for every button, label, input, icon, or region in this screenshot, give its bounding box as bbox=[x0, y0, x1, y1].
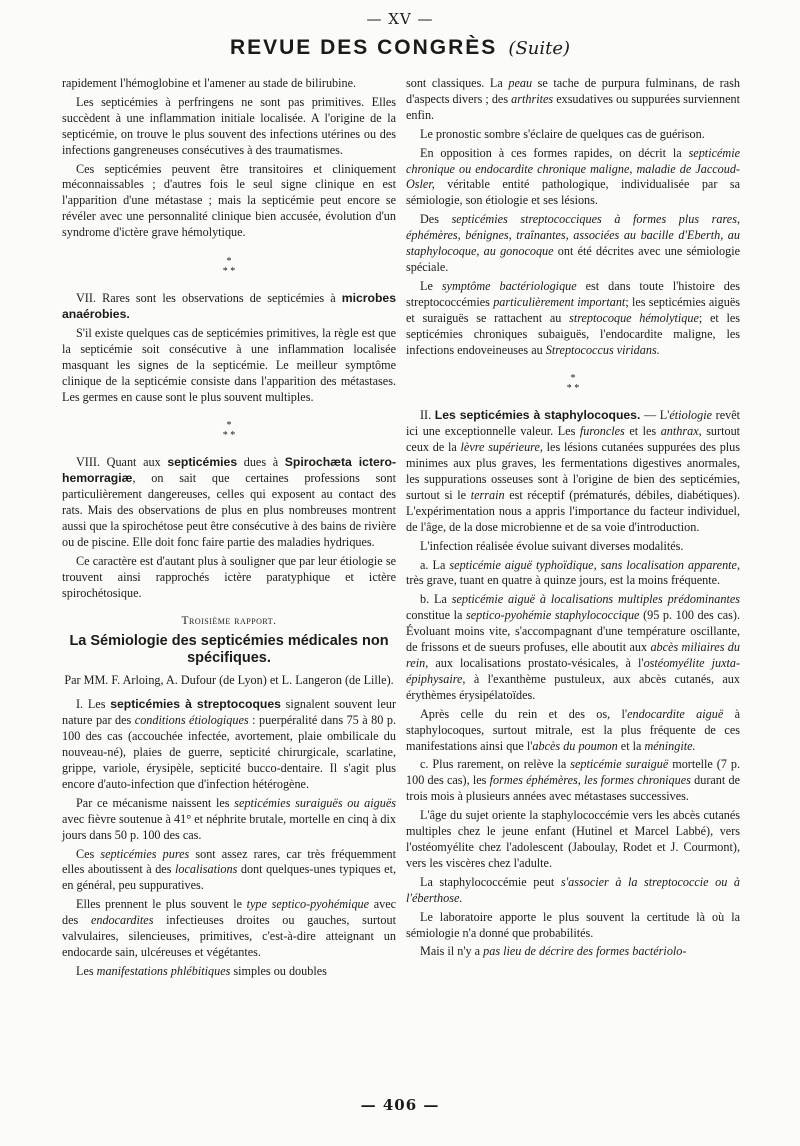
paragraph: Elles prennent le plus souvent le type septico-pyohémique avec des endocardites infectieuses droites ou gauches, surtout valvulaires, silencieuses, primitives, c'est-à-dire atteignant un endocarde sain, ulcéreuses et végétantes. bbox=[62, 897, 397, 959]
paragraph: S'il existe quelques cas de septicémies primitives, la règle est que la septicémie soit consécutive à une inflammation localisée masquant les signes de la septicémie. Le meilleur symptôme clinique de la septicémie consiste dans l'apparition des métastases. Les germes en cause sont le plus souvent multiples. bbox=[62, 325, 396, 404]
section-vii-heading: VII. Rares sont les observations de septicémies à microbes anaérobies. bbox=[62, 291, 396, 321]
paragraph: Ce caractère est d'autant plus à souligner que par leur étiologie se trouvent ainsi rapprochés ictère paratyphique et ictère spirochétosique. bbox=[62, 553, 396, 600]
page-roman-numeral: — XV — bbox=[366, 10, 434, 28]
paragraph: rapidement l'hémoglobine et l'amener au stade de bilirubine. bbox=[62, 76, 357, 90]
paragraph: Des septicémies streptococciques à formes plus rares, éphémères, bénignes, traînantes, associées au bacille d'Eberth, au staphylocoque, au gonocoque ont été décrites avec une sémiologie spéciale. bbox=[406, 212, 741, 274]
paragraph: Après celle du rein et des os, l'endocardite aiguë à staphylocoques, surtout mitrale, est la plus fréquente de ces manifestations ainsi que l'abcès du poumon et la méningite. bbox=[406, 706, 741, 753]
left-column bbox=[62, 76, 396, 983]
section-separator: * * * bbox=[566, 373, 580, 395]
paragraph: Les septicémies à perfringens ne sont pas primitives. Elles succèdent à une inflammation initiale localisée. A l'origine de la septicémie, on trouve le plus souvent des infections utérines ou des infections gangreneuses consécutives à des traumatismes. bbox=[62, 94, 396, 157]
section-separator: * * * bbox=[222, 420, 236, 442]
paragraph: Par ce mécanisme naissent les septicémies suraiguës ou aiguës avec fièvre soutenue à 41° et néphrite brutale, mortelle en cinq à dix jours dans 50 p. 100 des cas. bbox=[62, 795, 396, 842]
paragraph: Le pronostic sombre s'éclaire de quelques cas de guérison. bbox=[420, 126, 705, 141]
paragraph: Le symptôme bactériologique est dans toute l'histoire des streptococcémies particulièrement important; les septicémies aiguës et suraiguës se rattachent au streptocoque hémolytique; et les septicémies chroniques subaiguës, l'endocardite maligne, les infections endoveineuses au Streptococcus viridans. bbox=[406, 278, 741, 357]
paragraph: b. La septicémie aiguë à localisations multiples prédominantes constitue la septico-pyohémie staphylococcique (95 p. 100 des cas). Évoluant moins vite, s'accompagnant d'une température oscillante, de frissons et de sueurs profuses, elle aboutit aux abcès miliaires du rein, aux localisations prostato-vésicales, à l'ostéomyélite juxta-épiphysaire, à l'exanthème pustuleux, aux abcès cutanés, aux érythèmes érysipélatoïdes. bbox=[406, 592, 741, 702]
report-label: Troisième rapport. bbox=[181, 614, 277, 627]
term-bold: microbes anaérobies. bbox=[62, 291, 396, 321]
page-number: — 406 — bbox=[360, 1096, 440, 1114]
journal-subtitle: (Suite) bbox=[508, 38, 571, 59]
paragraph: a. La septicémie aiguë typhoïdique, sans localisation apparente, très grave, tuant en quatre à quinze jours, est la moins fréquente. bbox=[406, 557, 740, 588]
section-i-paragraph: I. Les septicémies à streptocoques signalent souvent leur nature par des conditions étiologiques : puerpéralité dans 75 à 80 p. 100 des cas (accouchée infectée, avortement, plaie ombilicale du nouveau-né), plaies de guerre, septicité chirurgicale, scarlatine, grippe, variole, érysipèle, septicité bucco-dentaire. Il s'agit plus encore d'auto-infection que d'infection hétérogène. bbox=[62, 697, 397, 791]
paragraph: En opposition à ces formes rapides, on décrit la septicémie chronique ou endocardite chronique maligne, maladie de Jaccoud-Osler, véritable entité pathologique, individualisée par sa sémiologie, son étiologie et ses lésions. bbox=[406, 145, 741, 208]
paragraph: Le laboratoire apporte le plus souvent la certitude là où la sémiologie n'a donné que probabilités. bbox=[406, 909, 740, 940]
paragraph: sont classiques. La peau se tache de purpura fulminans, de rash d'aspects divers ; des arthrites exsudatives ou suppurées surviennent enfin. bbox=[406, 76, 741, 122]
section-separator: * * * bbox=[222, 256, 236, 278]
right-column bbox=[406, 76, 740, 963]
paragraph: Mais il n'y a pas lieu de décrire des formes bactériolo- bbox=[420, 944, 687, 959]
paragraph: c. Plus rarement, on relève la septicémie suraiguë mortelle (7 p. 100 des cas), les formes éphémères, les formes chroniques durant de trois mois à plusieurs années avec métastases successives. bbox=[406, 757, 741, 804]
report-title: La Sémiologie des septicémies médicales non spécifiques. bbox=[69, 633, 389, 667]
paragraph: L'infection réalisée évolue suivant diverses modalités. bbox=[420, 538, 684, 553]
section-viii-paragraph: VIII. Quant aux septicémies dues à Spirochæta ictero-hemorragiæ, on sait que certaines professions sont particulièrement dangereuses, celles qui exposent au contact des rats. Mais des observations de plus en plus nombreuses montrent aussi que la spirochétose peut être consécutive à des bains de rivière ou de piscine. Elle doit fonc faire partie des maladies hydriques. bbox=[62, 455, 397, 549]
page-header bbox=[0, 36, 800, 60]
paragraph: L'âge du sujet oriente la staphylococcémie vers les abcès cutanés multiples chez le jeune enfant (Hutinel et Marcel Labbé), vers l'ostéomyélite chez l'adolescent (Jaboulay, Rodet et J. Courmont), vers les viscères chez l'adulte. bbox=[406, 808, 740, 870]
paragraph: Les manifestations phlébitiques simples ou doubles bbox=[76, 963, 327, 978]
report-authors: Par MM. F. Arloing, A. Dufour (de Lyon) et L. Langeron (de Lille). bbox=[64, 673, 394, 688]
journal-title: REVUE DES CONGRÈS bbox=[229, 36, 498, 59]
paragraph: Ces septicémies peuvent être transitoires et cliniquement méconnaissables ; d'autres fois le seul signe clinique en est l'apparition d'une métastase ; mais la septicémie peut encore se révéler avec une personnalité clinique bien accusée, évolution d'un syndrome d'ictère grave hémolytique. bbox=[62, 161, 396, 240]
paragraph: Ces septicémies pures sont assez rares, car très fréquemment elles aboutissent à des localisations dont quelques-unes typiques et, en général, peu suppuratives. bbox=[62, 846, 397, 893]
paragraph: La staphylococcémie peut s'associer à la streptococcie ou à l'éberthose. bbox=[406, 874, 740, 905]
section-ii-paragraph: II. Les septicémies à staphylocoques. — L'étiologie revêt ici une exceptionnelle valeur. Les furoncles et les anthrax, surtout ceux de la lèvre supérieure, les lésions cutanées suppurées des plus minimes aux plus graves, les fermentations digestives anormales, les suppurations osseuses sont à l'origine de bien des septicémies, surtout si le terrain est réceptif (prématurés, débiles, diabétiques). L'expérimentation nous a appris l'importance du facteur individuel, de l'âge, de la dose microbienne et de sa voie d'introduction. bbox=[406, 408, 741, 534]
